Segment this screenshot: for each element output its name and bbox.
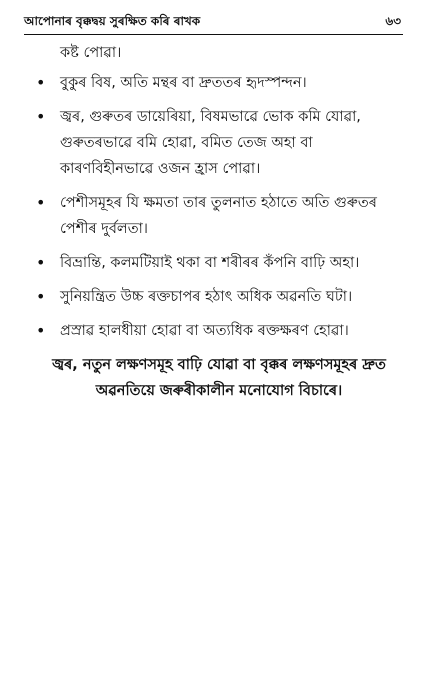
- list-item-text: বুকুৰ বিষ, অতি মন্থৰ বা দ্ৰুততৰ হৃদস্পন্দন।: [60, 75, 307, 91]
- list-item: [36, 318, 408, 344]
- continued-text: কষ্ট পোৱা।: [60, 45, 122, 61]
- list-item: [36, 104, 408, 182]
- list-item-text: বিভ্ৰান্তি, কলমটিয়াই থকা বা শৰীৰৰ কঁপনি বাঢ়ি অহা।: [60, 255, 360, 271]
- list-item: [36, 190, 408, 242]
- list-item-text: প্ৰস্ৰাৱ হালধীয়া হোৱা বা অত্যধিক ৰক্তক্ষৰণ হোৱা।: [60, 323, 349, 339]
- list-item-text: পেশীসমূহৰ যি ক্ষমতা তাৰ তুলনাত হঠাতে অতি গুৰুতৰ পেশীৰ দুৰ্বলতা।: [60, 195, 377, 237]
- list-item: [36, 70, 408, 96]
- page-body: [36, 40, 408, 404]
- chapter-title: আপোনাৰ বৃক্কদ্বয় সুৰক্ষিত কৰি ৰাখক: [24, 14, 201, 28]
- bullet-icon: •: [36, 253, 46, 272]
- bullet-icon: •: [36, 321, 46, 340]
- bullet-icon: •: [36, 107, 46, 126]
- bullet-icon: •: [36, 287, 46, 306]
- bullet-icon: •: [36, 73, 46, 92]
- list-item: [36, 284, 408, 310]
- page-number: ৬৩: [385, 14, 401, 28]
- list-item: [36, 250, 408, 276]
- closing-note: জ্বৰ, নতুন লক্ষণসমূহ বাঢ়ি যোৱা বা বৃক্কৰ লক্ষণসমূহৰ দ্ৰুত অৱনতিয়ে জৰুৰীকালীন মনোযোগ বিচাৰে।: [52, 357, 386, 399]
- bullet-icon: •: [36, 193, 46, 212]
- running-header: [24, 10, 403, 35]
- list-item-text: জ্বৰ, গুৰুতৰ ডায়েৰিয়া, বিষমভাৱে ভোক কমি যোৱা, গুৰুতৰভাৱে বমি হোৱা, বমিত তেজ অহা বা কাৰণবিহীনভাৱে ওজন হ্ৰাস পোৱা।: [60, 109, 361, 177]
- symptom-list: [36, 70, 408, 344]
- list-item-text: সুনিয়ন্ত্ৰিত উচ্চ ৰক্তচাপৰ হঠাৎ অধিক অৱনতি ঘটা।: [60, 289, 353, 305]
